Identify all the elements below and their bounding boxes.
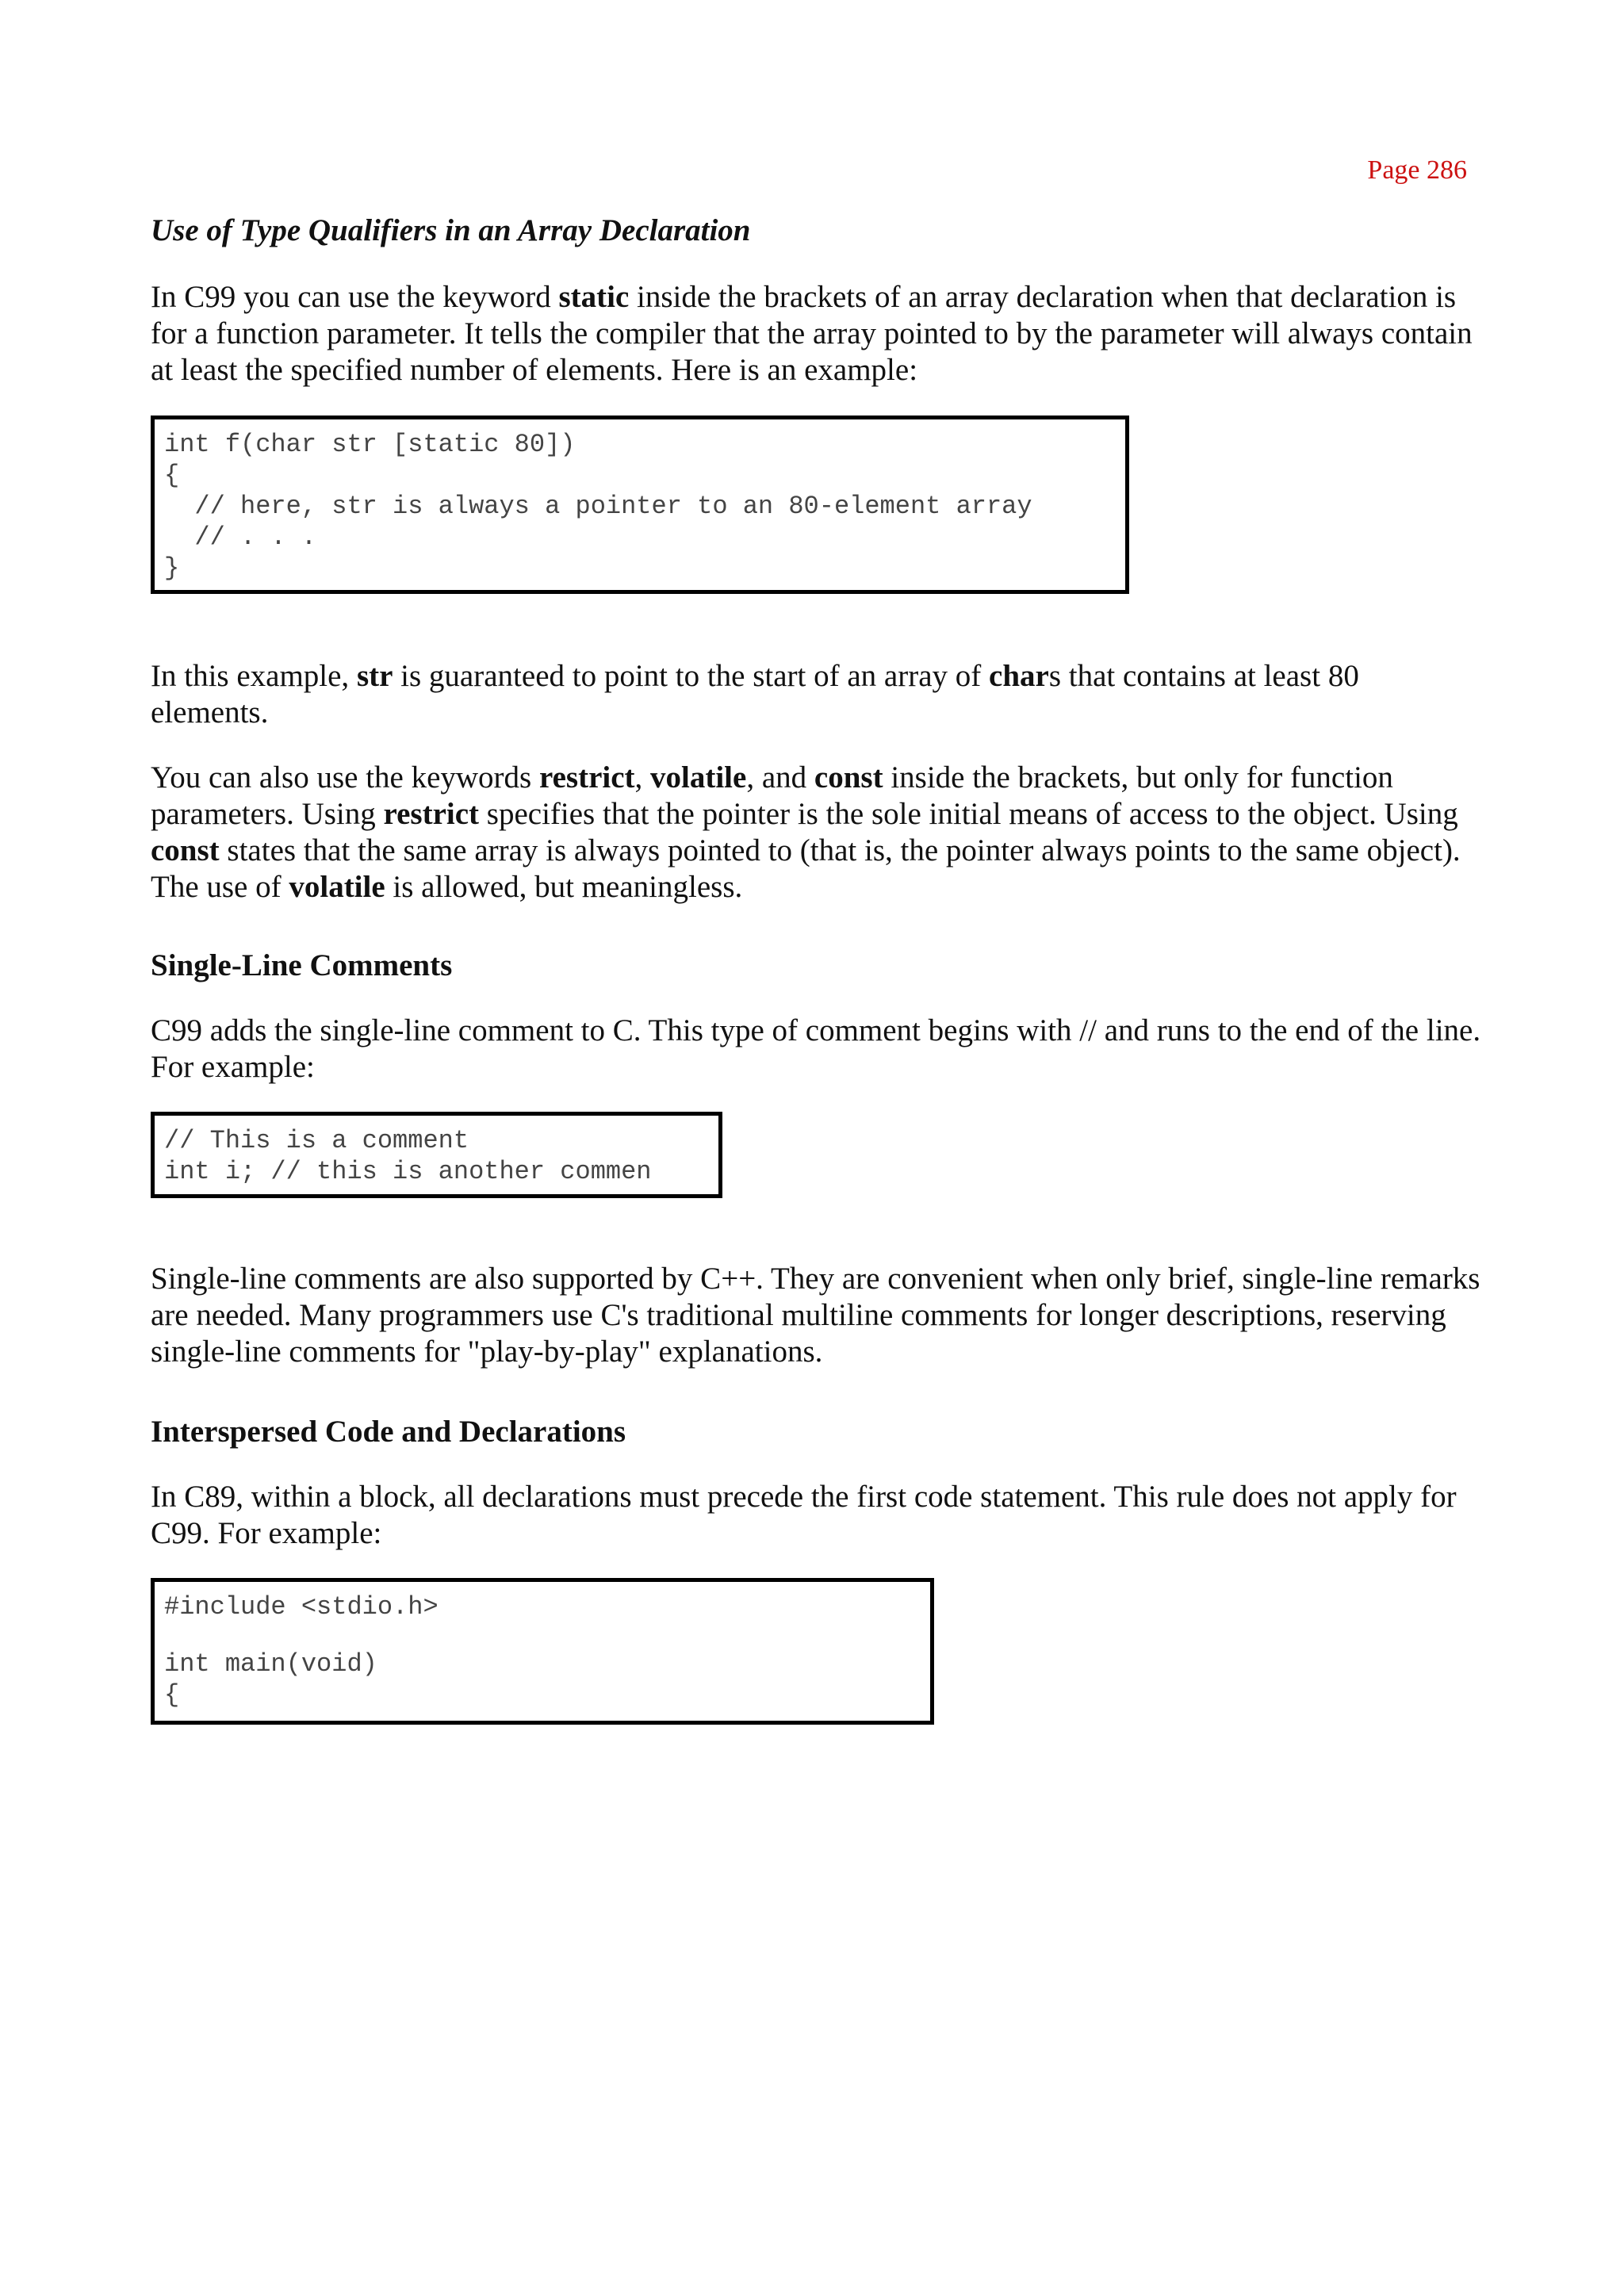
code-line: { [164, 461, 180, 490]
code-line [164, 1622, 921, 1649]
code-line: // This is a comment [164, 1126, 469, 1155]
paragraph-restrict-volatile-const: You can also use the keywords restrict, volatile, and const inside the brackets, but only for function parameters. Using restrict specifies that the pointer is the sole initial means of access to the object. Using const states that the same array is always pointed to (that is, the pointer always points to the same object). The use of volatile is allowed, but meaningless. [151, 760, 1461, 904]
section-heading-single-line-comments: Single-Line Comments [151, 948, 453, 982]
section-heading-type-qualifiers: Use of Type Qualifiers in an Array Declaration [151, 213, 751, 247]
paragraph-c89-declarations: In C89, within a block, all declarations must precede the first code statement. This rule does not apply for C99. For example: [151, 1480, 1457, 1550]
code-block-include-main [151, 1578, 934, 1725]
paragraph-single-line-cpp: Single-line comments are also supported by C++. They are convenient when only brief, single-line remarks are needed. Many programmers use C's traditional multiline comments for longer descriptions, reserving single-line comments for "play-by-play" explanations. [151, 1262, 1480, 1369]
code-line: #include <stdio.h> [164, 1592, 439, 1622]
paragraph-str-example: In this example, str is guaranteed to point to the start of an array of chars that contains at least 80 elements. [151, 659, 1359, 730]
code-line: // here, str is always a pointer to an 80-element array [164, 492, 1032, 521]
code-line: int main(void) [164, 1649, 377, 1679]
paragraph-static-keyword: In C99 you can use the keyword static inside the brackets of an array declaration when that declaration is for a function parameter. It tells the compiler that the array pointed to by the parameter will always contain at least the specified number of elements. Here is an example: [151, 280, 1473, 387]
page-number: Page 286 [1367, 155, 1467, 185]
code-line: } [164, 553, 180, 583]
code-block-static-array [151, 416, 1129, 594]
code-line: int i; // this is another commen [164, 1157, 652, 1186]
paragraph-single-line-intro: C99 adds the single-line comment to C. This type of comment begins with // and runs to the end of the line. For example: [151, 1013, 1481, 1084]
code-line: { [164, 1680, 180, 1710]
code-line: // . . . [164, 523, 317, 552]
section-heading-interspersed-code: Interspersed Code and Declarations [151, 1415, 626, 1449]
code-line: int f(char str [static 80]) [164, 430, 576, 459]
code-block-comments [151, 1112, 722, 1198]
